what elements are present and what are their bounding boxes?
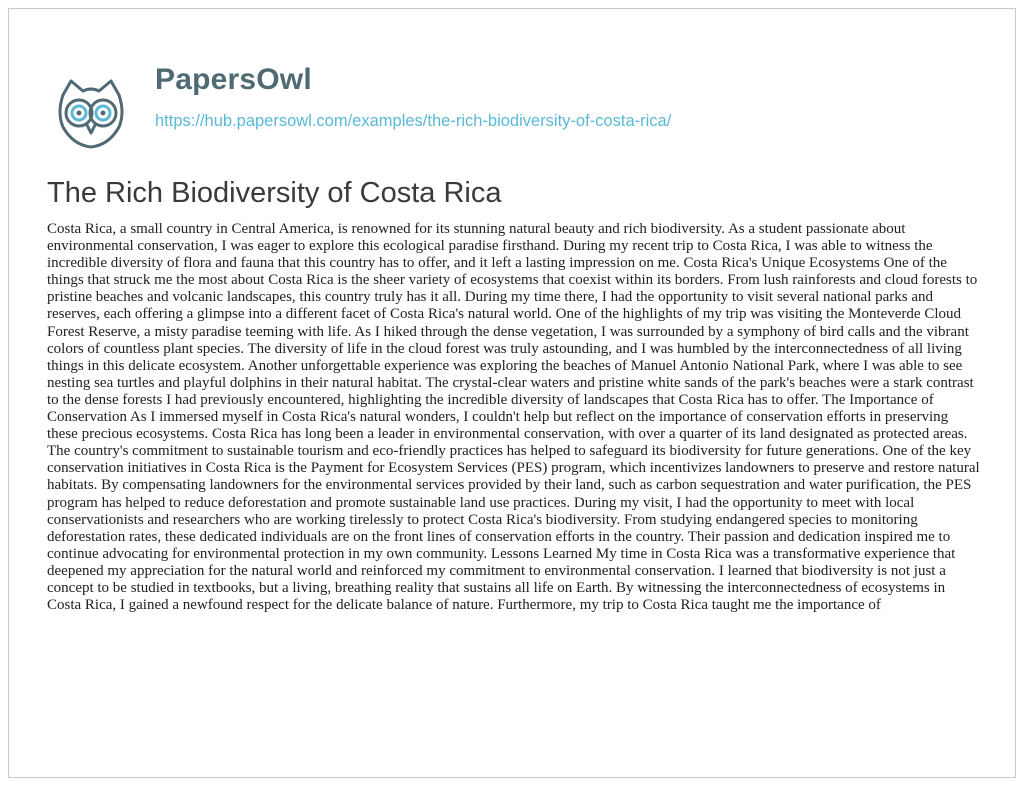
owl-logo-icon bbox=[49, 69, 133, 153]
page-header bbox=[9, 9, 1015, 157]
document-frame bbox=[8, 8, 1016, 778]
document-title: The Rich Biodiversity of Costa Rica bbox=[47, 177, 502, 209]
text-fade-overlay bbox=[9, 649, 1015, 777]
document-body: Costa Rica, a small country in Central America, is renowned for its stunning natural beauty and rich biodiversity. As a student passionate about environmental conservation, I was eager to explore this ecological paradise firsthand. During my recent trip to Costa Rica, I was able to witness the incredible diversity of flora and fauna that this country has to offer, and it left a lasting impression on me. Costa Rica's Unique Ecosystems One of the things that struck me the most about Costa Rica is the sheer variety of ecosystems that coexist within its borders. From lush rainforests and cloud forests to pristine beaches and volcanic landscapes, this country truly has it all. During my time there, I had the opportunity to visit several national parks and reserves, each offering a glimpse into a different facet of Costa Rica's natural world. One of the highlights of my trip was visiting the Monteverde Cloud Forest Reserve, a misty paradise teeming with life. As I hiked through the dense vegetation, I was surrounded by a symphony of bird calls and the vibrant colors of countless plant species. The diversity of life in the cloud forest was truly astounding, and I was humbled by the interconnectedness of all living things in this delicate ecosystem. Another unforgettable experience was exploring the beaches of Manuel Antonio National Park, where I was able to see nesting sea turtles and playful dolphins in their natural habitat. The crystal-clear waters and pristine white sands of the park's beaches were a stark contrast to the dense forests I had previously encountered, highlighting the incredible diversity of landscapes that Costa Rica has to offer. The Importance of Conservation As I immersed myself in Costa Rica's natural wonders, I couldn't help but reflect on the importance of conservation efforts in preserving these precious ecosystems. Costa Rica has long been a leader in environmental conservation, with over a quarter of its land designated as protected areas. The country's commitment to sustainable tourism and eco-friendly practices has helped to safeguard its biodiversity for future generations. One of the key conservation initiatives in Costa Rica is the Payment for Ecosystem Services (PES) program, which incentivizes landowners to preserve and restore natural habitats. By compensating landowners for the environmental services provided by their land, such as carbon sequestration and water purification, the PES program has helped to reduce deforestation and promote sustainable land use practices. During my visit, I had the opportunity to meet with local conservationists and researchers who are working tirelessly to protect Costa Rica's biodiversity. From studying endangered species to monitoring deforestation rates, these dedicated individuals are on the front lines of conservation efforts in the country. Their passion and dedication inspired me to continue advocating for environmental protection in my own community. Lessons Learned My time in Costa Rica was a transformative experience that deepened my appreciation for the natural world and reinforced my commitment to environmental conservation. I learned that biodiversity is not just a concept to be studied in textbooks, but a living, breathing reality that sustains all life on Earth. By witnessing the interconnectedness of ecosystems in Costa Rica, I gained a newfound respect for the delicate balance of nature. Furthermore, my trip to Costa Rica taught me the importance of bbox=[47, 221, 980, 614]
source-url-link[interactable]: https://hub.papersowl.com/examples/the-rich-biodiversity-of-costa-rica/ bbox=[155, 112, 672, 130]
brand-name[interactable]: PapersOwl bbox=[155, 63, 312, 96]
